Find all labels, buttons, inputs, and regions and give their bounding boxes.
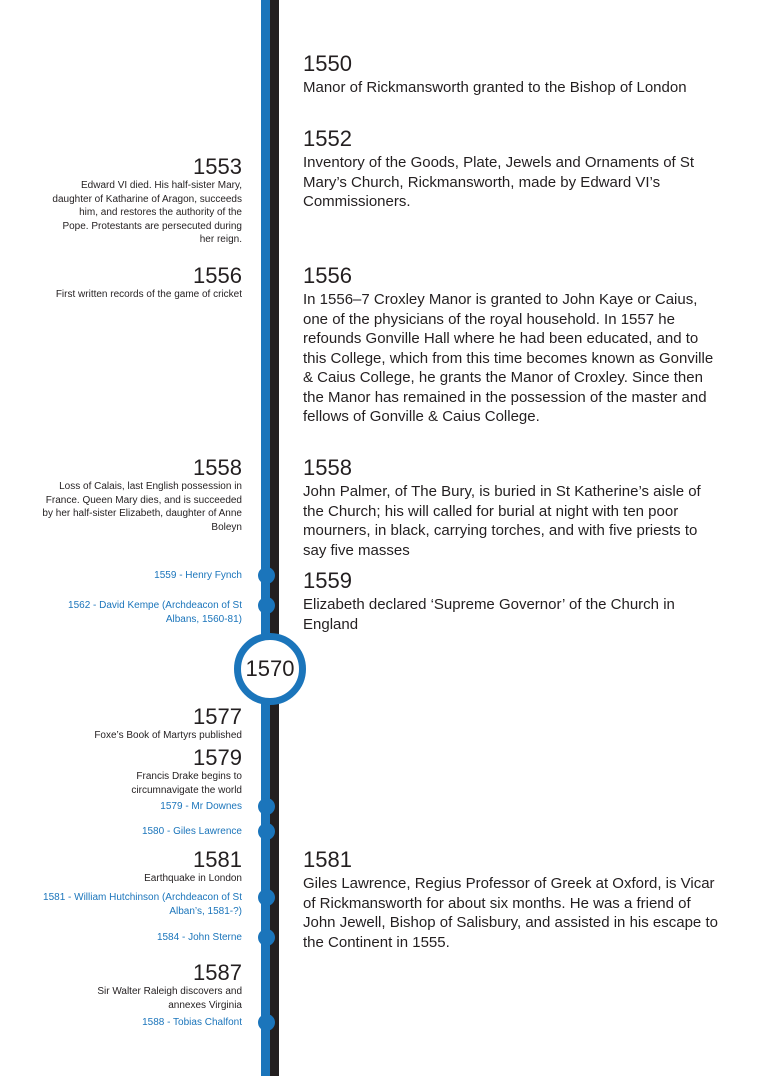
- event-text: Earthquake in London: [144, 873, 242, 884]
- event-text: In 1556–7 Croxley Manor is granted to John Kaye or Caius, one of the physicians of the royal household. In 1557 he refounds Gonville Hall where he had been educated, and to this College, which from this time becomes known as Gonville & Caius College, he grants the Manor of Croxley. Since then the Manor has remained in the possession of the master and fellows of Gonville & Caius College.: [303, 291, 714, 425]
- clergy-entry: 1580 - Giles Lawrence: [141, 826, 242, 837]
- right-event-1552: [303, 127, 723, 212]
- timeline-dot: [258, 929, 275, 946]
- event-year: 1587: [193, 960, 242, 985]
- event-year: 1559: [303, 568, 352, 593]
- event-year: 1581: [193, 847, 242, 872]
- event-year: 1550: [303, 51, 352, 76]
- clergy-entry: 1581 - William Hutchinson (Archdeacon of St Alban’s, 1581-?): [43, 892, 242, 917]
- right-event-1556: [303, 264, 723, 427]
- left-event-1577: [42, 705, 242, 743]
- event-text: Inventory of the Goods, Plate, Jewels and Ornaments of St Mary’s Church, Rickmansworth, made by Edward VI’s Commissioners.: [303, 154, 695, 210]
- timeline-dot: [258, 1014, 275, 1031]
- left-event-1558: [42, 456, 242, 534]
- event-text: Elizabeth declared ‘Supreme Governor’ of the Church in England: [303, 596, 675, 633]
- era-marker-year: 1570: [245, 656, 295, 681]
- event-year: 1558: [193, 455, 242, 480]
- event-year: 1577: [193, 704, 242, 729]
- event-year: 1581: [303, 847, 352, 872]
- timeline-dot: [258, 889, 275, 906]
- right-event-1558: [303, 456, 723, 560]
- event-text: Loss of Calais, last English possession in France. Queen Mary dies, and is succeeded by her half-sister Elizabeth, daughter of Anne Boleyn: [42, 481, 242, 533]
- event-year: 1579: [193, 745, 242, 770]
- event-text: First written records of the game of cricket: [55, 289, 242, 300]
- right-event-1550: [303, 52, 723, 98]
- right-event-1581: [303, 848, 723, 952]
- clergy-entry: 1562 - David Kempe (Archdeacon of St Albans, 1560-81): [68, 600, 242, 625]
- event-text: Foxe’s Book of Martyrs published: [94, 730, 242, 741]
- timeline-spine-blue: [261, 0, 270, 1076]
- left-event-1556: [52, 264, 242, 302]
- timeline-dot: [258, 597, 275, 614]
- event-text: Giles Lawrence, Regius Professor of Greek at Oxford, is Vicar of Rickmansworth for about six months. He was a friend of John Jewell, Bishop of Salisbury, and assisted in his escape to the Continent in 1555.: [303, 875, 718, 951]
- left-event-1587: [72, 961, 242, 1012]
- left-event-1579: [102, 746, 242, 797]
- right-event-1559: [303, 569, 723, 634]
- clergy-entry: 1588 - Tobias Chalfont: [142, 1017, 242, 1028]
- timeline-dot: [258, 823, 275, 840]
- event-year: 1553: [193, 154, 242, 179]
- event-year: 1552: [303, 126, 352, 151]
- era-marker-circle: [234, 633, 306, 705]
- clergy-entry: 1584 - John Sterne: [156, 932, 242, 943]
- event-year: 1556: [193, 263, 242, 288]
- event-text: John Palmer, of The Bury, is buried in St Katherine’s aisle of the Church; his will called for burial at night with ten poor mourners, in black, carrying torches, and with five priests to say five masses: [303, 483, 701, 559]
- event-text: Manor of Rickmansworth granted to the Bishop of London: [303, 79, 687, 96]
- event-year: 1558: [303, 455, 352, 480]
- left-event-1581: [52, 848, 242, 886]
- event-text: Francis Drake begins to circumnavigate the world: [131, 771, 242, 796]
- timeline-dot: [258, 567, 275, 584]
- clergy-entry: 1559 - Henry Fynch: [154, 570, 242, 581]
- clergy-entry: 1579 - Mr Downes: [160, 801, 242, 812]
- timeline-spine-black: [270, 0, 279, 1076]
- event-text: Edward VI died. His half-sister Mary, daughter of Katharine of Aragon, succeeds him, and restores the authority of the Pope. Protestants are persecuted during her reign.: [52, 180, 242, 245]
- event-text: Sir Walter Raleigh discovers and annexes Virginia: [97, 986, 242, 1011]
- timeline-dot: [258, 798, 275, 815]
- event-year: 1556: [303, 263, 352, 288]
- left-event-1553: [52, 155, 242, 247]
